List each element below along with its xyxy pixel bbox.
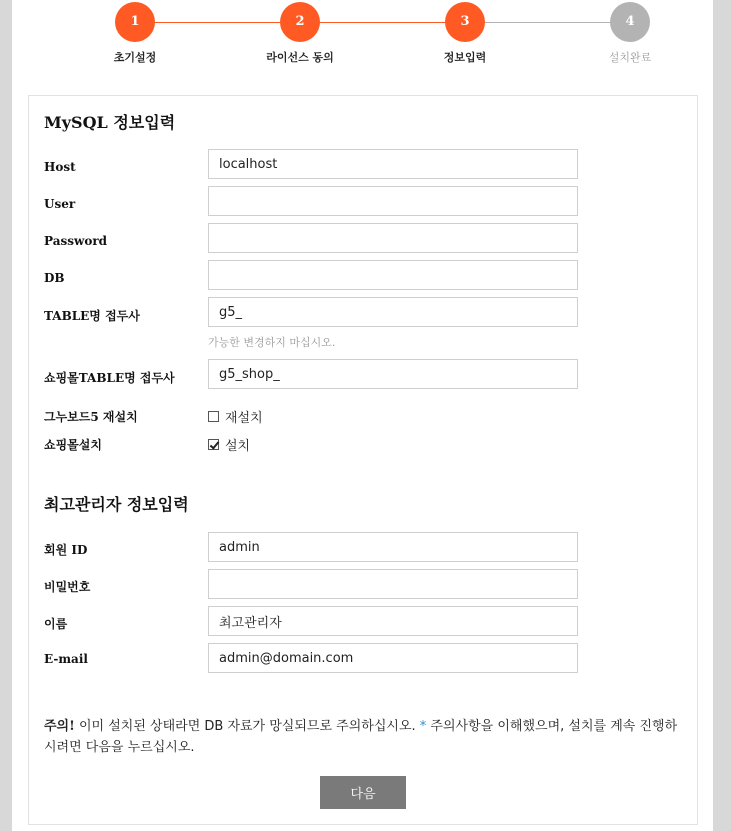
shop-install-option-label: 설치 — [225, 439, 251, 454]
warning-strong: 주의! — [44, 719, 75, 734]
shop-prefix-label: 쇼핑몰TABLE명 접두사 — [44, 371, 175, 385]
step-number: 4 — [610, 2, 650, 42]
admin-name-input[interactable] — [208, 606, 578, 636]
reinstall-checkbox[interactable] — [208, 411, 219, 422]
admin-email-input[interactable] — [208, 643, 578, 673]
table-prefix-label: TABLE명 접두사 — [44, 309, 140, 323]
warning-text: 이미 설치된 상태라면 DB 자료가 망실되므로 주의하십시오. — [74, 719, 420, 734]
password-label: Password — [44, 234, 108, 248]
step-1 — [75, 2, 195, 65]
user-input[interactable] — [208, 186, 578, 216]
asterisk-marker: * — [419, 719, 427, 734]
admin-email-label: E-mail — [44, 652, 88, 666]
mysql-section-title: MySQL 정보입력 — [44, 113, 176, 132]
reinstall-option[interactable] — [208, 407, 263, 426]
step-number: 1 — [115, 2, 155, 42]
reinstall-option-label: 재설치 — [225, 411, 263, 426]
step-progress — [12, 0, 713, 80]
step-2 — [240, 2, 360, 65]
admin-password-label: 비밀번호 — [44, 580, 91, 594]
table-prefix-input[interactable] — [208, 297, 578, 327]
shop-install-checkbox[interactable] — [208, 439, 219, 450]
password-input[interactable] — [208, 223, 578, 253]
admin-id-input[interactable] — [208, 532, 578, 562]
db-input[interactable] — [208, 260, 578, 290]
admin-name-label: 이름 — [44, 617, 68, 631]
step-number: 3 — [445, 2, 485, 42]
admin-section-title: 최고관리자 정보입력 — [44, 495, 189, 514]
installer-page — [12, 0, 713, 831]
install-form — [28, 95, 698, 825]
db-label: DB — [44, 271, 65, 285]
step-4 — [570, 2, 690, 65]
warning-notice — [44, 716, 684, 758]
table-prefix-hint: 가능한 변경하지 마십시오. — [208, 336, 336, 349]
step-3 — [405, 2, 525, 65]
warning-text-2: 주의사항을 이해했으며, 설치를 계속 진행하시려면 다음을 누르십시오. — [44, 719, 678, 755]
shop-prefix-input[interactable] — [208, 359, 578, 389]
admin-id-label: 회원 ID — [44, 543, 88, 557]
admin-password-input[interactable] — [208, 569, 578, 599]
shop-install-label: 쇼핑몰설치 — [44, 438, 102, 452]
user-label: User — [44, 197, 76, 211]
step-label: 초기설정 — [113, 51, 157, 64]
step-number: 2 — [280, 2, 320, 42]
next-button[interactable]: 다음 — [320, 776, 406, 809]
step-label: 설치완료 — [608, 51, 652, 64]
step-label: 정보입력 — [443, 51, 487, 64]
host-input[interactable] — [208, 149, 578, 179]
reinstall-label: 그누보드5 재설치 — [44, 410, 138, 424]
shop-install-option[interactable] — [208, 435, 250, 454]
step-label: 라이선스 동의 — [266, 51, 334, 64]
host-label: Host — [44, 160, 76, 174]
